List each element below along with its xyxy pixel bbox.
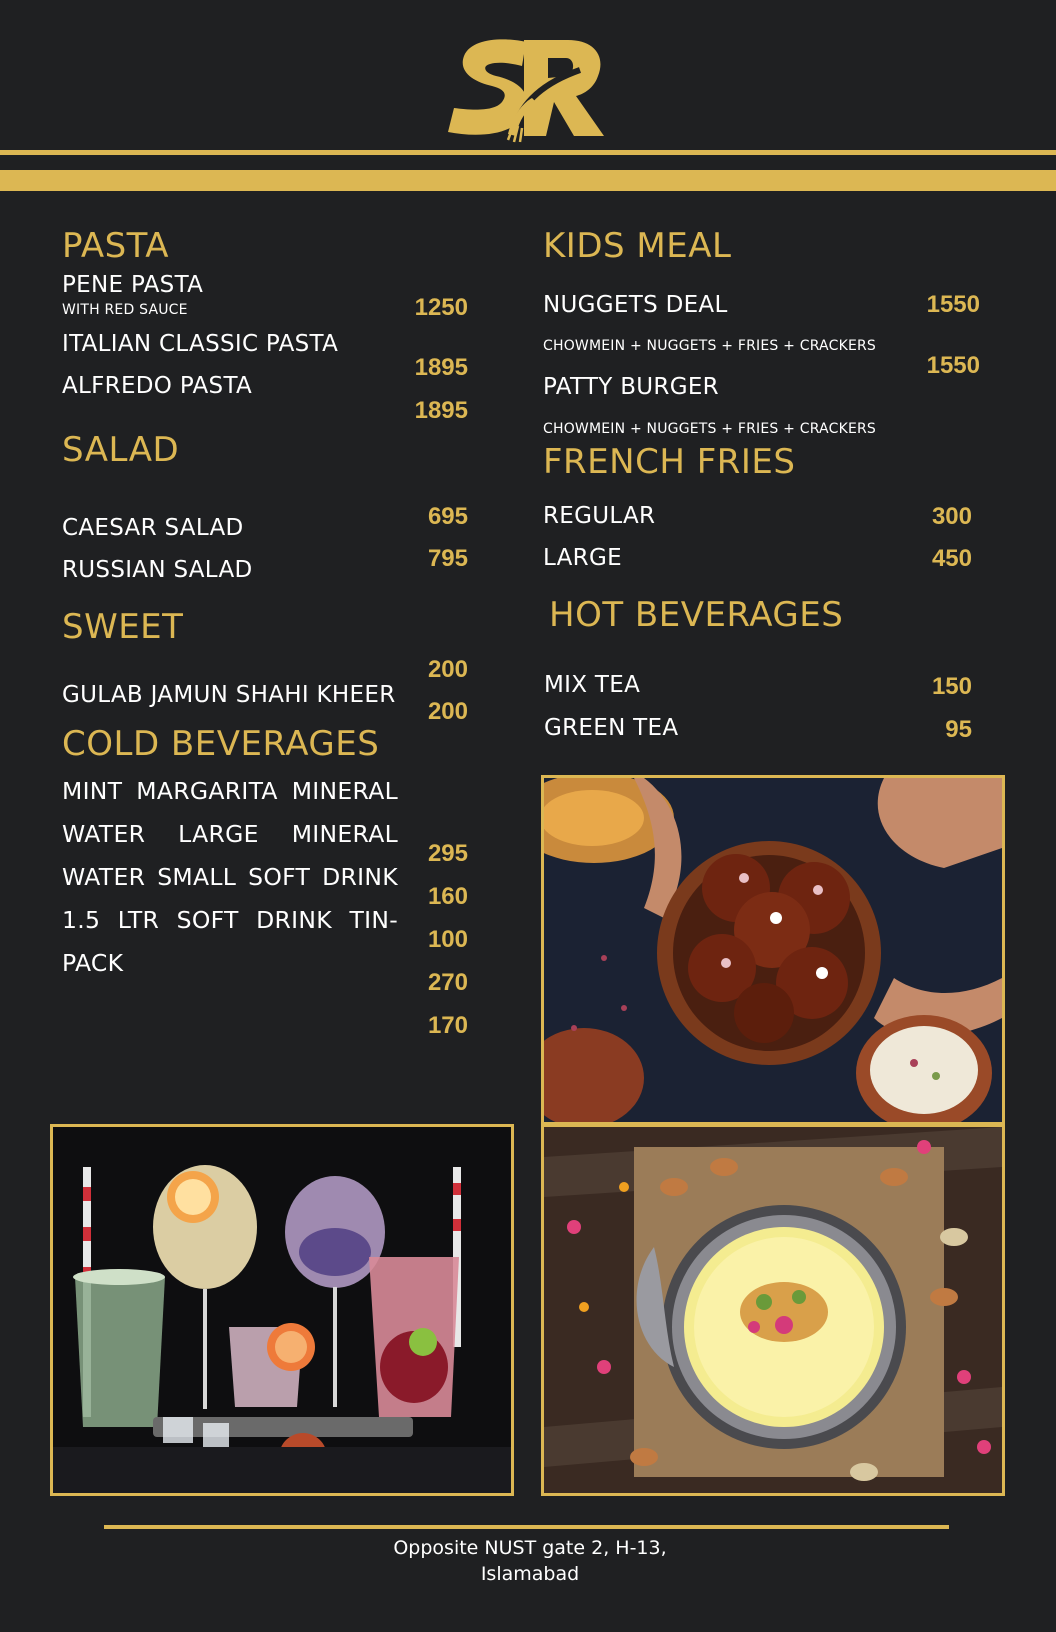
- header-rule-thin: [0, 150, 1056, 155]
- pasta-item-name: ALFREDO PASTA: [62, 373, 253, 399]
- pasta-heading: PASTA: [62, 226, 170, 266]
- hot-beverages-item-name: MIX TEA: [544, 672, 641, 698]
- salad-item-price: 695: [427, 503, 468, 530]
- address-line-1: Opposite NUST gate 2, H-13,: [393, 1537, 667, 1559]
- cold-beverage-price: 100: [427, 926, 468, 953]
- kids-meal-item-note: CHOWMEIN + NUGGETS + FRIES + CRACKERS: [543, 421, 877, 437]
- sweet-item-price: 200: [427, 698, 468, 725]
- cold-beverage-price: 270: [427, 969, 468, 996]
- salad-item-name: CAESAR SALAD: [62, 515, 244, 541]
- gulab-jamun-photo: [541, 775, 1005, 1125]
- header-rule-thick: [0, 170, 1056, 191]
- french-fries-item-price: 450: [931, 545, 972, 572]
- pasta-item-price: 1895: [414, 397, 468, 424]
- cold-beverages-items-text: MINT MARGARITA MINERAL WATER LARGE MINERAL WATER SMALL SOFT DRINK 1.5 LTR SOFT DRINK TIN-PACK: [62, 777, 398, 977]
- french-fries-item-price: 300: [931, 503, 972, 530]
- cold-beverage-price: 160: [427, 883, 468, 910]
- kids-meal-heading: KIDS MEAL: [543, 226, 732, 266]
- cold-beverage-price: 295: [427, 840, 468, 867]
- hot-beverages-heading: HOT BEVERAGES: [549, 595, 844, 635]
- kids-meal-item-price: 1550: [926, 291, 980, 318]
- kids-meal-item-name: PATTY BURGER: [543, 374, 719, 400]
- pasta-item-price: 1895: [414, 354, 468, 381]
- kids-meal-item-name: NUGGETS DEAL: [543, 292, 728, 318]
- kids-meal-item-price: 1550: [926, 352, 980, 379]
- french-fries-item-name: REGULAR: [543, 503, 656, 529]
- shahi-kheer-photo: [541, 1124, 1005, 1496]
- sweet-heading: SWEET: [62, 607, 184, 647]
- cold-beverage-price: 170: [427, 1012, 468, 1039]
- cold-drinks-photo: [50, 1124, 514, 1496]
- pasta-item-name: PENE PASTA: [62, 272, 204, 298]
- kids-meal-item-note: CHOWMEIN + NUGGETS + FRIES + CRACKERS: [543, 338, 877, 354]
- french-fries-item-name: LARGE: [543, 545, 622, 571]
- sweet-item-price: 200: [427, 656, 468, 683]
- footer-rule: [104, 1525, 949, 1529]
- hot-beverages-item-name: GREEN TEA: [544, 715, 679, 741]
- address-line-2: Islamabad: [480, 1563, 580, 1585]
- salad-item-price: 795: [427, 545, 468, 572]
- french-fries-heading: FRENCH FRIES: [543, 442, 796, 482]
- sr-logo: [448, 36, 608, 144]
- pasta-item-name: ITALIAN CLASSIC PASTA: [62, 331, 339, 357]
- sweet-items-text: GULAB JAMUN SHAHI KHEER: [62, 682, 396, 708]
- salad-item-name: RUSSIAN SALAD: [62, 557, 253, 583]
- pasta-item-note: WITH RED SAUCE: [62, 302, 188, 318]
- salad-heading: SALAD: [62, 430, 180, 470]
- pasta-item-price: 1250: [414, 294, 468, 321]
- address: [330, 1535, 730, 1587]
- cold-beverages-heading: COLD BEVERAGES: [62, 724, 380, 764]
- hot-beverages-item-price: 95: [945, 716, 972, 743]
- hot-beverages-item-price: 150: [931, 673, 972, 700]
